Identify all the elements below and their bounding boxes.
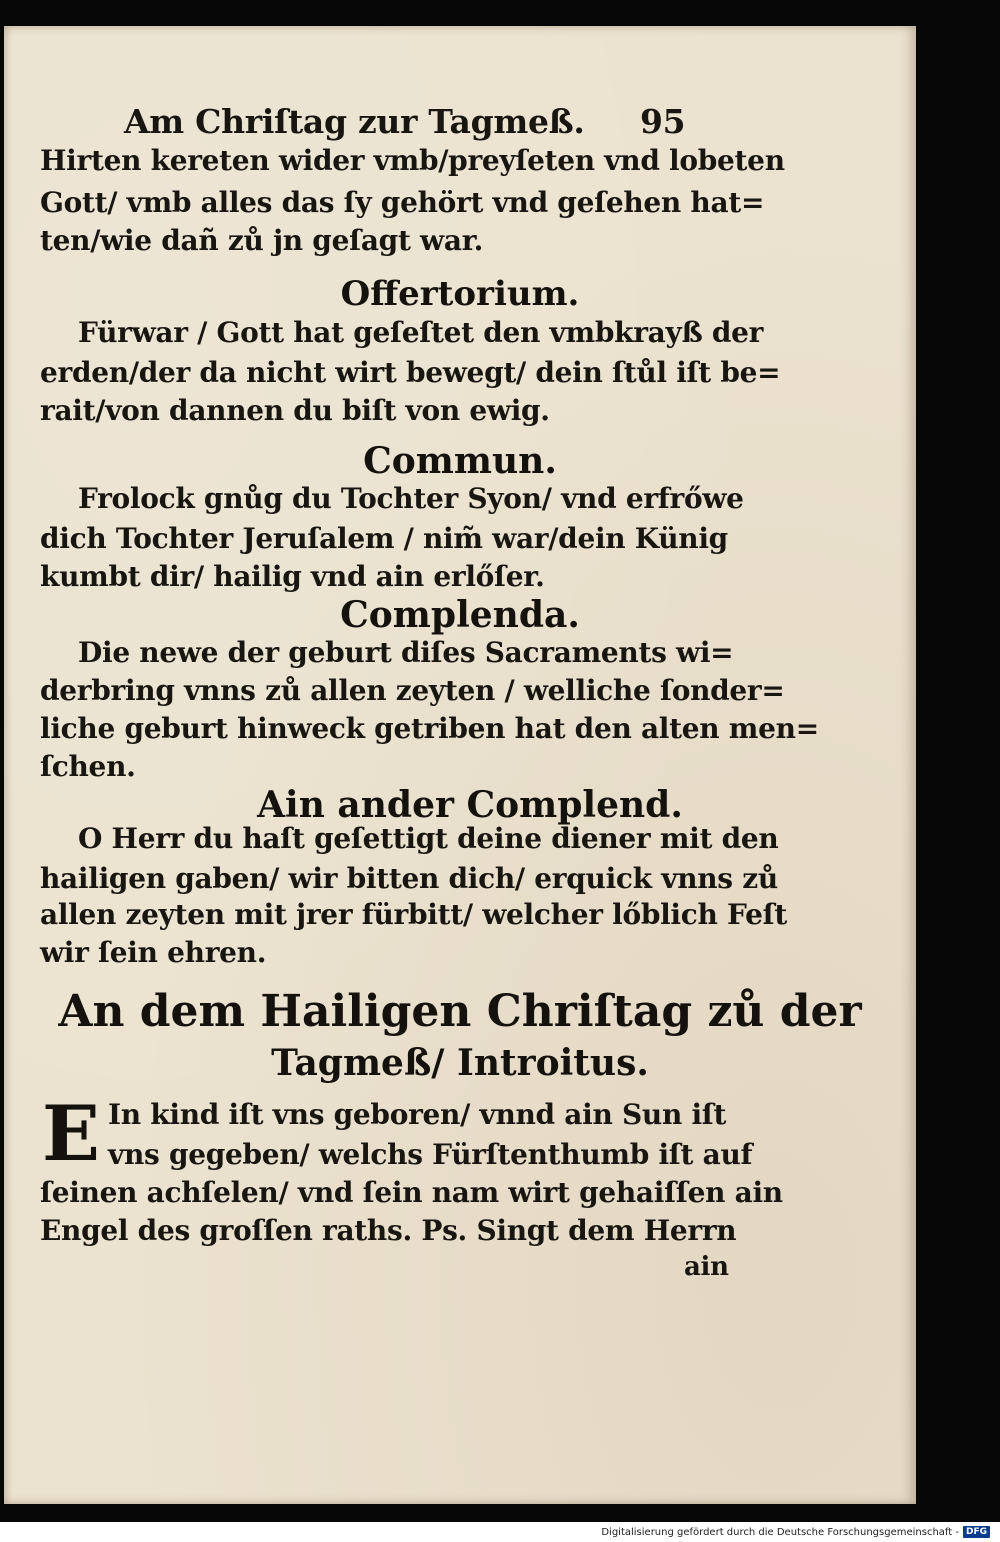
- text-line: ſeinen achſelen/ vnd ſein nam wirt gehaiſſen ain: [40, 1176, 783, 1209]
- decorated-initial: E: [42, 1089, 100, 1178]
- text-line: wir ſein ehren.: [40, 936, 267, 969]
- text-line: In kind iſt vns geboren/ vnnd ain Sun iſt: [108, 1098, 727, 1131]
- text-line: hailigen gaben/ wir bitten dich/ erquick vnns zů: [40, 862, 778, 895]
- text-line: ſchen.: [40, 750, 136, 783]
- text-line: Frolock gnůg du Tochter Syon/ vnd erfrőwe: [78, 482, 744, 515]
- text-line: allen zeyten mit jrer fürbitt/ welcher lőblich Feſt: [40, 898, 787, 931]
- text-line: O Herr du haſt geſettigt deine diener mit den: [78, 822, 779, 855]
- heading-commun: Commun.: [363, 440, 557, 482]
- text-line: derbring vnns zů allen zeyten / welliche ſonder=: [40, 674, 785, 707]
- digitization-credit: [601, 1524, 990, 1540]
- text-line: Engel des groſſen raths. Ps. Singt dem Herrn: [40, 1214, 737, 1247]
- text-line: Gott/ vmb alles das ſy gehört vnd geſehen hat=: [40, 186, 765, 219]
- text-line: Fürwar / Gott hat geſeſtet den vmbkrayß der: [78, 316, 764, 349]
- text-line: dich Tochter Jeruſalem / nim̃ war/dein Künig: [40, 522, 728, 555]
- section-title-line-2: Tagmeß/ Introitus.: [271, 1042, 649, 1084]
- credit-text: Digitalisierung gefördert durch die Deutsche Forschungsgemeinschaft -: [601, 1526, 959, 1538]
- heading-complenda: Complenda.: [340, 594, 580, 636]
- text-line: Hirten kereten wider vmb/preyſeten vnd lobeten: [40, 144, 785, 177]
- dfg-logo-icon: DFG: [963, 1526, 990, 1538]
- text-line: liche geburt hinweck getriben hat den alten men=: [40, 712, 819, 745]
- book-page: [4, 26, 916, 1504]
- running-head-title: Am Chriſtag zur Tagmeß.: [124, 102, 585, 141]
- catchword: ain: [684, 1252, 729, 1282]
- page-number: 95: [640, 102, 686, 141]
- section-title-line-1: An dem Hailigen Chriſtag zů der: [58, 986, 862, 1037]
- text-line: rait/von dannen du biſt von ewig.: [40, 394, 550, 427]
- text-line: kumbt dir/ hailig vnd ain erlőſer.: [40, 560, 545, 593]
- heading-offertorium: Offertorium.: [340, 274, 580, 314]
- text-line: ten/wie dañ zů jn geſagt war.: [40, 224, 484, 257]
- text-line: Die newe der geburt diſes Sacraments wi=: [78, 636, 734, 669]
- text-line: erden/der da nicht wirt bewegt/ dein ſtůl iſt be=: [40, 356, 781, 389]
- heading-ain-ander-complend: Ain ander Complend.: [257, 784, 683, 826]
- text-line: vns gegeben/ welchs Fürſtenthumb iſt auf: [108, 1138, 753, 1171]
